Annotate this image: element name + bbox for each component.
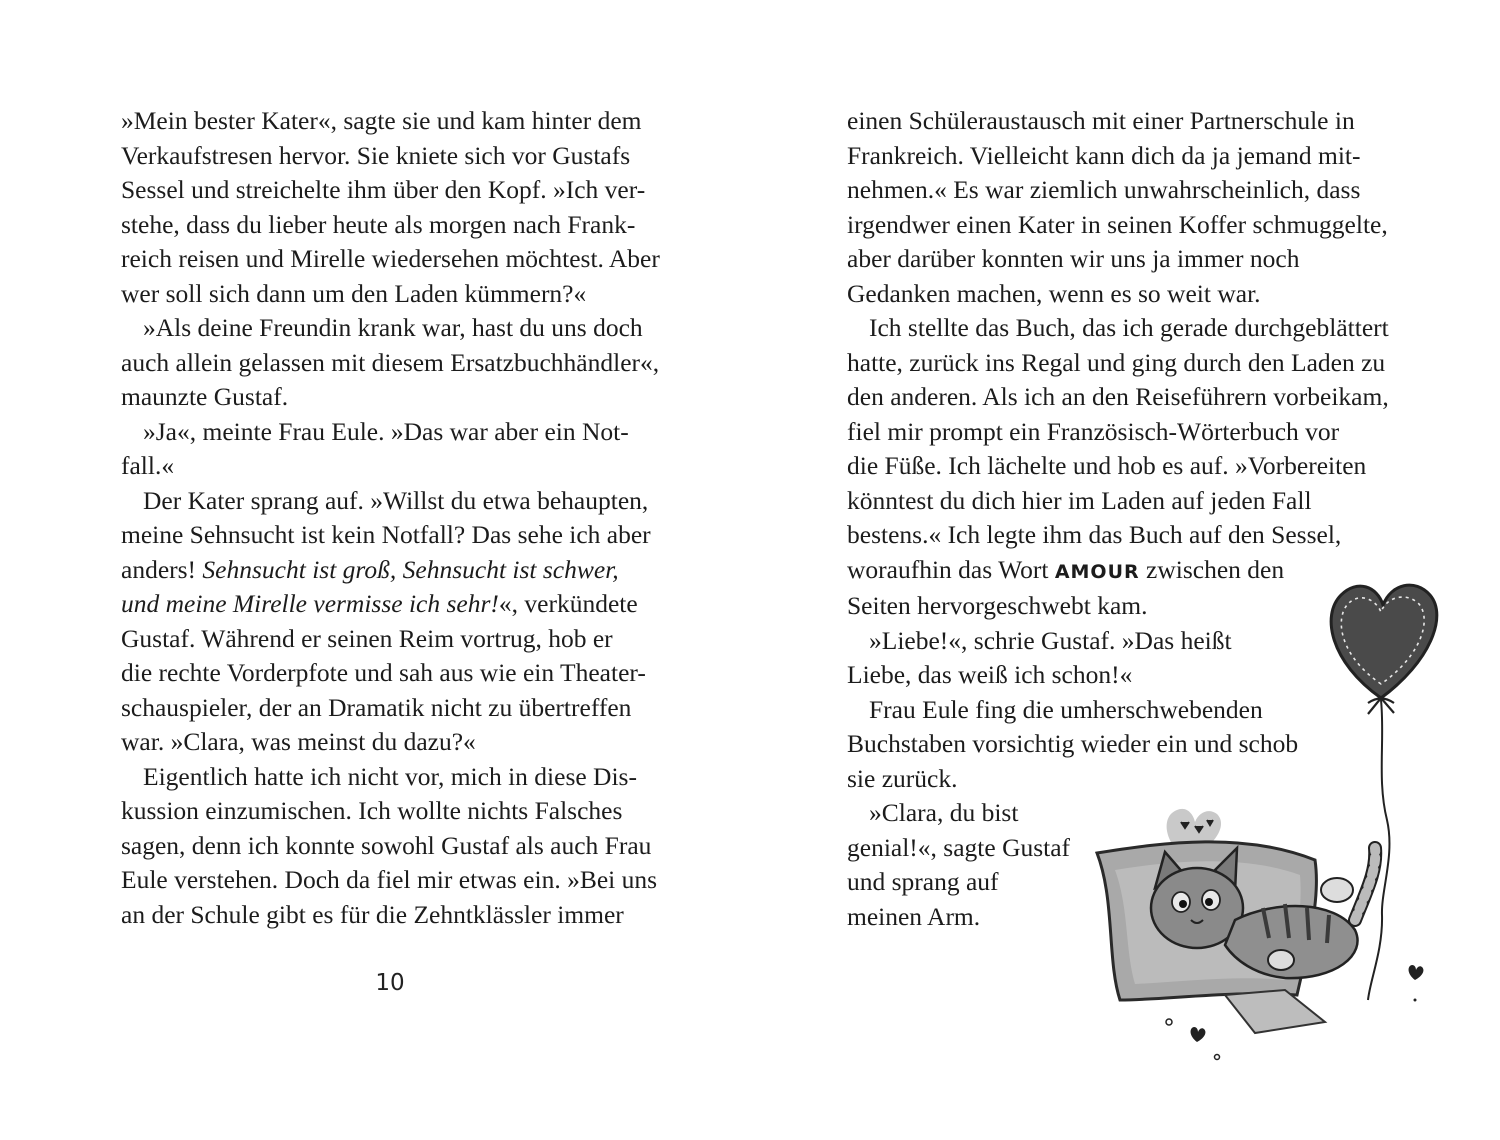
text-line: »Liebe!«, schrie Gustaf. »Das heißt [869, 625, 1232, 655]
text-line: die rechte Vorderpfote und sah aus wie ein Theater- [121, 658, 646, 687]
text-line: Der Kater sprang auf. »Willst du etwa behaupten, [143, 485, 649, 515]
text-line: Buchstaben vorsichtig wieder ein und schob [847, 729, 1299, 758]
text-line: stehe, dass du lieber heute als morgen nach Frank- [121, 209, 636, 239]
text-line: Seiten hervorgeschwebt kam. [847, 591, 1148, 620]
text-line: auch allein gelassen mit diesem Ersatzbuchhändler«, [121, 347, 660, 377]
text-line: irgendwer einen Kater in seinen Koffer schmuggelte, [847, 209, 1388, 239]
text-line: fall.« [121, 451, 175, 480]
text-line: meine Sehnsucht ist kein Notfall? Das sehe ich aber [121, 520, 651, 549]
text-line: an der Schule gibt es für die Zehntklässler immer [121, 899, 624, 929]
text-run: «, verkündete [498, 589, 638, 618]
text-line: aber darüber konnten wir uns ja immer noch [847, 244, 1300, 273]
text-line: Gustaf. Während er seinen Reim vortrug, hob er [121, 623, 613, 653]
text-line: meinen Arm. [847, 901, 981, 931]
text-line: sagen, denn ich konnte sowohl Gustaf als auch Frau [121, 830, 652, 860]
text-line: genial!«, sagte Gustaf [847, 832, 1071, 862]
text-line: einen Schüleraustausch mit einer Partnerschule in [847, 106, 1355, 135]
text-line [121, 587, 661, 622]
text-line: Eigentlich hatte ich nicht vor, mich in diese Dis- [143, 761, 637, 791]
left-page-text [121, 104, 661, 932]
text-line: fiel mir prompt ein Französisch-Wörterbuch vor [847, 416, 1340, 446]
text-line [121, 553, 661, 588]
text-run: woraufhin das Wort [847, 554, 1055, 584]
text-line: hatte, zurück ins Regal und ging durch den Laden zu [847, 347, 1386, 377]
text-line: wer soll sich dann um den Laden kümmern?« [121, 278, 587, 308]
text-line: reich reisen und Mirelle wiedersehen möchtest. Aber [121, 244, 660, 273]
page-number: 10 [375, 970, 405, 996]
text-line: den anderen. Als ich an den Reiseführern vorbeikam, [847, 382, 1389, 411]
text-line: maunzte Gustaf. [121, 382, 289, 411]
verse-italic: Sehnsucht ist groß, Sehnsucht ist schwer, [202, 554, 619, 584]
text-line: »Mein bester Kater«, sagte sie und kam hinter dem [121, 106, 642, 135]
text-line: Ich stellte das Buch, das ich gerade durchgeblättert [869, 313, 1389, 342]
text-line: Sessel und streichelte ihm über den Kopf. »Ich ver- [121, 175, 646, 204]
text-line: Frankreich. Vielleicht kann dich da ja jemand mit- [847, 140, 1361, 170]
text-line: könntest du dich hier im Laden auf jeden Fall [847, 485, 1312, 515]
text-run: zwischen den [1139, 554, 1285, 584]
text-line: Gedanken machen, wenn es so weit war. [847, 278, 1261, 308]
text-line: die Füße. Ich lächelte und hob es auf. »Vorbereiten [847, 451, 1367, 480]
text-line: sie zurück. [847, 763, 958, 793]
text-line: und sprang auf [847, 867, 999, 896]
verse-italic: und meine Mirelle vermisse ich sehr! [121, 589, 499, 618]
text-line: Verkaufstresen hervor. Sie kniete sich vor Gustafs [121, 140, 631, 170]
amour-word: AMOUR [1054, 560, 1140, 583]
text-line: war. »Clara, was meinst du dazu?« [121, 727, 476, 756]
text-run: anders! [121, 554, 203, 584]
text-line: nehmen.« Es war ziemlich unwahrscheinlich, dass [847, 175, 1361, 204]
text-line: kussion einzumischen. Ich wollte nichts Falsches [121, 796, 623, 825]
text-line: Liebe, das weiß ich schon!« [847, 660, 1133, 689]
text-line: »Clara, du bist [869, 798, 1019, 827]
text-line: Frau Eule fing die umherschwebenden [869, 694, 1263, 724]
text-line: »Als deine Freundin krank war, hast du uns doch [143, 313, 643, 342]
text-line: Eule verstehen. Doch da fiel mir etwas ein. »Bei uns [121, 865, 658, 894]
cat-with-heart-balloon-illustration [1085, 570, 1485, 1070]
text-line: schauspieler, der an Dramatik nicht zu übertreffen [121, 692, 632, 722]
text-line: »Ja«, meinte Frau Eule. »Das war aber ein Not- [143, 416, 629, 446]
text-line: bestens.« Ich legte ihm das Buch auf den Sessel, [847, 520, 1342, 549]
